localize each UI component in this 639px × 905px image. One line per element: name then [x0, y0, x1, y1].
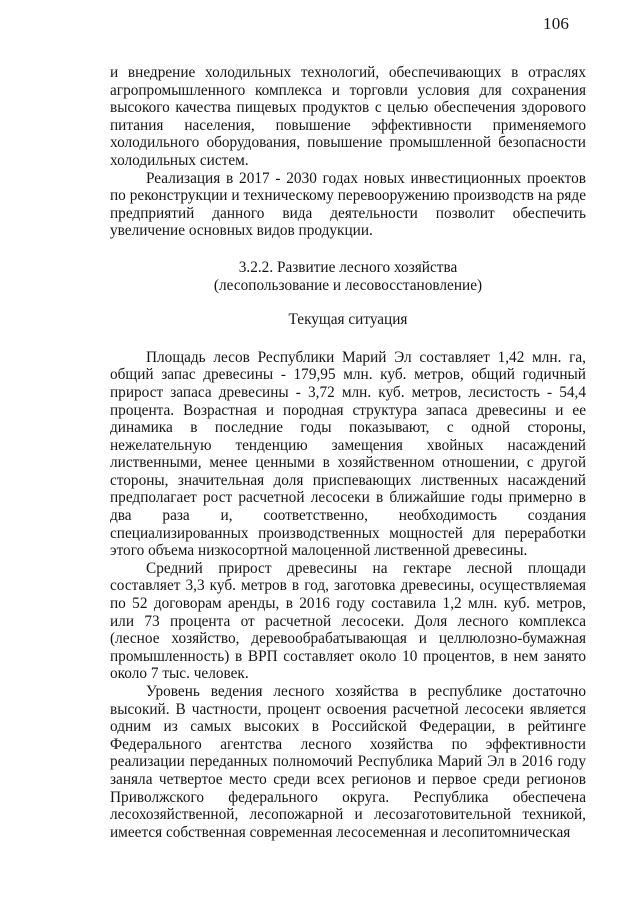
section-subtitle: (лесопользование и лесовосстановление): [213, 276, 483, 294]
section-heading: [110, 259, 586, 294]
paragraph-forestry-level: Уровень ведения лесного хозяйства в республике достаточно высокий. В частности, процент освоения расчетной лесосеки является одним из самых высоких в Российской Федерации, в рейтинге Федерального агентства лесного хозяйства по эффективности реализации переданных полномочий Республика Марий Эл в 2016 году заняла четвертое место среди всех регионов и первое среди регионов Приволжского федерального округа. Республика обеспечена лесохозяйственной, лесопожарной и лесозаготовительной техникой, имеется собственная современная лесосеменная и лесопитомническая: [110, 683, 586, 841]
paragraph-timber-growth: Средний прирост древесины на гектаре лесной площади составляет 3,3 куб. метров в год, заготовка древесины, осуществляемая по 52 договорам аренды, в 2016 году составила 1,2 млн. куб. метров, или 73 процента от расчетной лесосеки. Доля лесного комплекса (лесное хозяйство, деревообрабатывающая и целлюлозно-бумажная промышленность) в ВРП составляет около 10 процентов, в нем занято около 7 тыс. человек.: [110, 559, 586, 683]
paragraph-forest-area: Площадь лесов Республики Марий Эл составляет 1,42 млн. га, общий запас древесины - 179,95 млн. куб. метров, общий годичный прирост запаса древесины - 3,72 млн. куб. метров, лесистость - 54,4 процента. Возрастная и породная структура запаса древесины и ее динамика в последние годы показывают, с одной стороны, нежелательную тенденцию замещения хвойных насаждений лиственными, менее ценными в хозяйственном отношении, с другой стороны, значительная доля приспевающих лиственных насаждений предполагает рост расчетной лесосеки в ближайшие годы примерно в два раза и, соответственно, необходимость создания специализированных производственных мощностей для переработки этого объема низкосортной малоценной лиственной древесины.: [110, 348, 586, 560]
page-body: [110, 64, 586, 841]
paragraph-investment-projects: Реализация в 2017 - 2030 годах новых инвестиционных проектов по реконструкции и техническому перевооружению производств на ряде предприятий данного вида деятельности позволит обеспечить увеличение основных видов продукции.: [110, 169, 586, 240]
paragraph-refrigeration: и внедрение холодильных технологий, обеспечивающих в отраслях агропромышленного комплекса и торговли условия для сохранения высокого качества пищевых продуктов с целью обеспечения здорового питания населения, повышение эффективности применяемого холодильного оборудования, повышение промышленной безопасности холодильных систем.: [110, 64, 586, 169]
section-title: 3.2.2. Развитие лесного хозяйства: [238, 258, 458, 276]
subsection-title: Текущая ситуация: [288, 311, 408, 329]
page-number: 106: [543, 14, 570, 33]
